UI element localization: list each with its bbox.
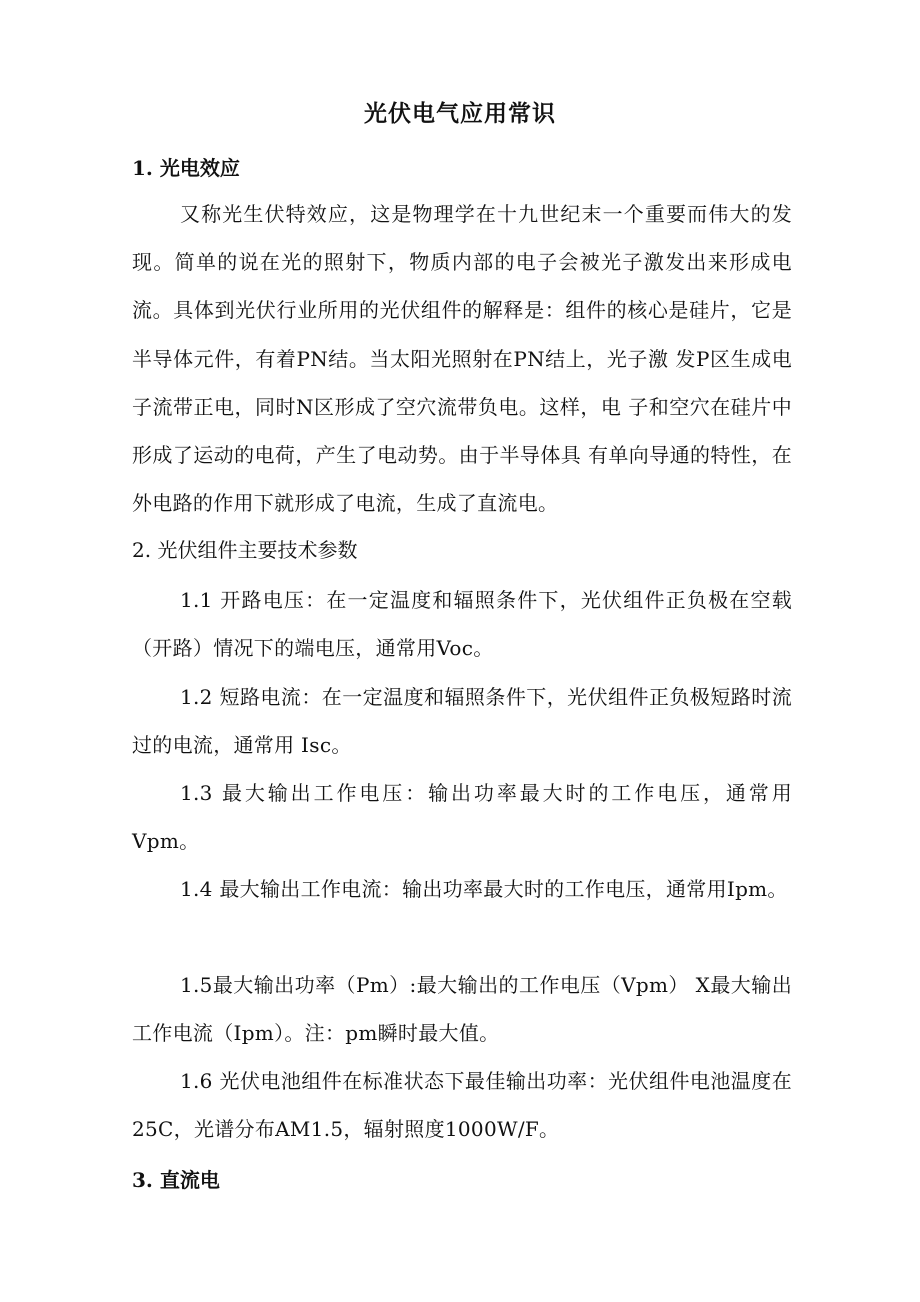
parameter-item-max-output-current: 1.4 最大输出工作电流：输出功率最大时的工作电压，通常用Ipm。 (180, 877, 788, 901)
parameter-item-short-circuit-current: 1.2 短路电流：在一定温度和辐照条件下，光伏组件正负极短路时流过的电流，通常用 Isc。 (132, 685, 792, 758)
section-heading-direct-current: 3. 直流电 (132, 1168, 220, 1192)
section-heading-module-parameters: 2. 光伏组件主要技术参数 (132, 538, 358, 562)
section-heading-photoelectric-effect: 1. 光电效应 (132, 156, 240, 180)
parameter-item-open-circuit-voltage: 1.1 开路电压：在一定温度和辐照条件下，光伏组件正负极在空载（开路）情况下的端电压，通常用Voc。 (132, 588, 792, 661)
parameter-item-max-output-power: 1.5最大输出功率（Pm）:最大输出的工作电压（Vpm） X最大输出工作电流（Ipm）。注：pm瞬时最大值。 (132, 973, 792, 1046)
document-title: 光伏电气应用常识 (364, 100, 556, 127)
parameter-item-max-output-voltage: 1.3 最大输出工作电压：输出功率最大时的工作电压，通常用Vpm。 (132, 781, 792, 854)
paragraph-photoelectric-effect: 又称光生伏特效应，这是物理学在十九世纪末一个重要而伟大的发现。简单的说在光的照射下，物质内部的电子会被光子激发出来形成电流。具体到光伏行业所用的光伏组件的解释是：组件的核心是硅片，它是半导体元件，有着PN结。当太阳光照射在PN结上，光子激 发P区生成电子流带正电，同时N区形成了空穴流带负电。这样，电 子和空穴在硅片中形成了运动的电荷，产生了电动势。由于半导体具 有单向导通的特性，在外电路的作用下就形成了电流，生成了直流电。 (132, 202, 792, 516)
parameter-item-standard-conditions: 1.6 光伏电池组件在标准状态下最佳输出功率：光伏组件电池温度在25C，光谱分布AM1.5，辐射照度1000W/F。 (132, 1069, 792, 1142)
